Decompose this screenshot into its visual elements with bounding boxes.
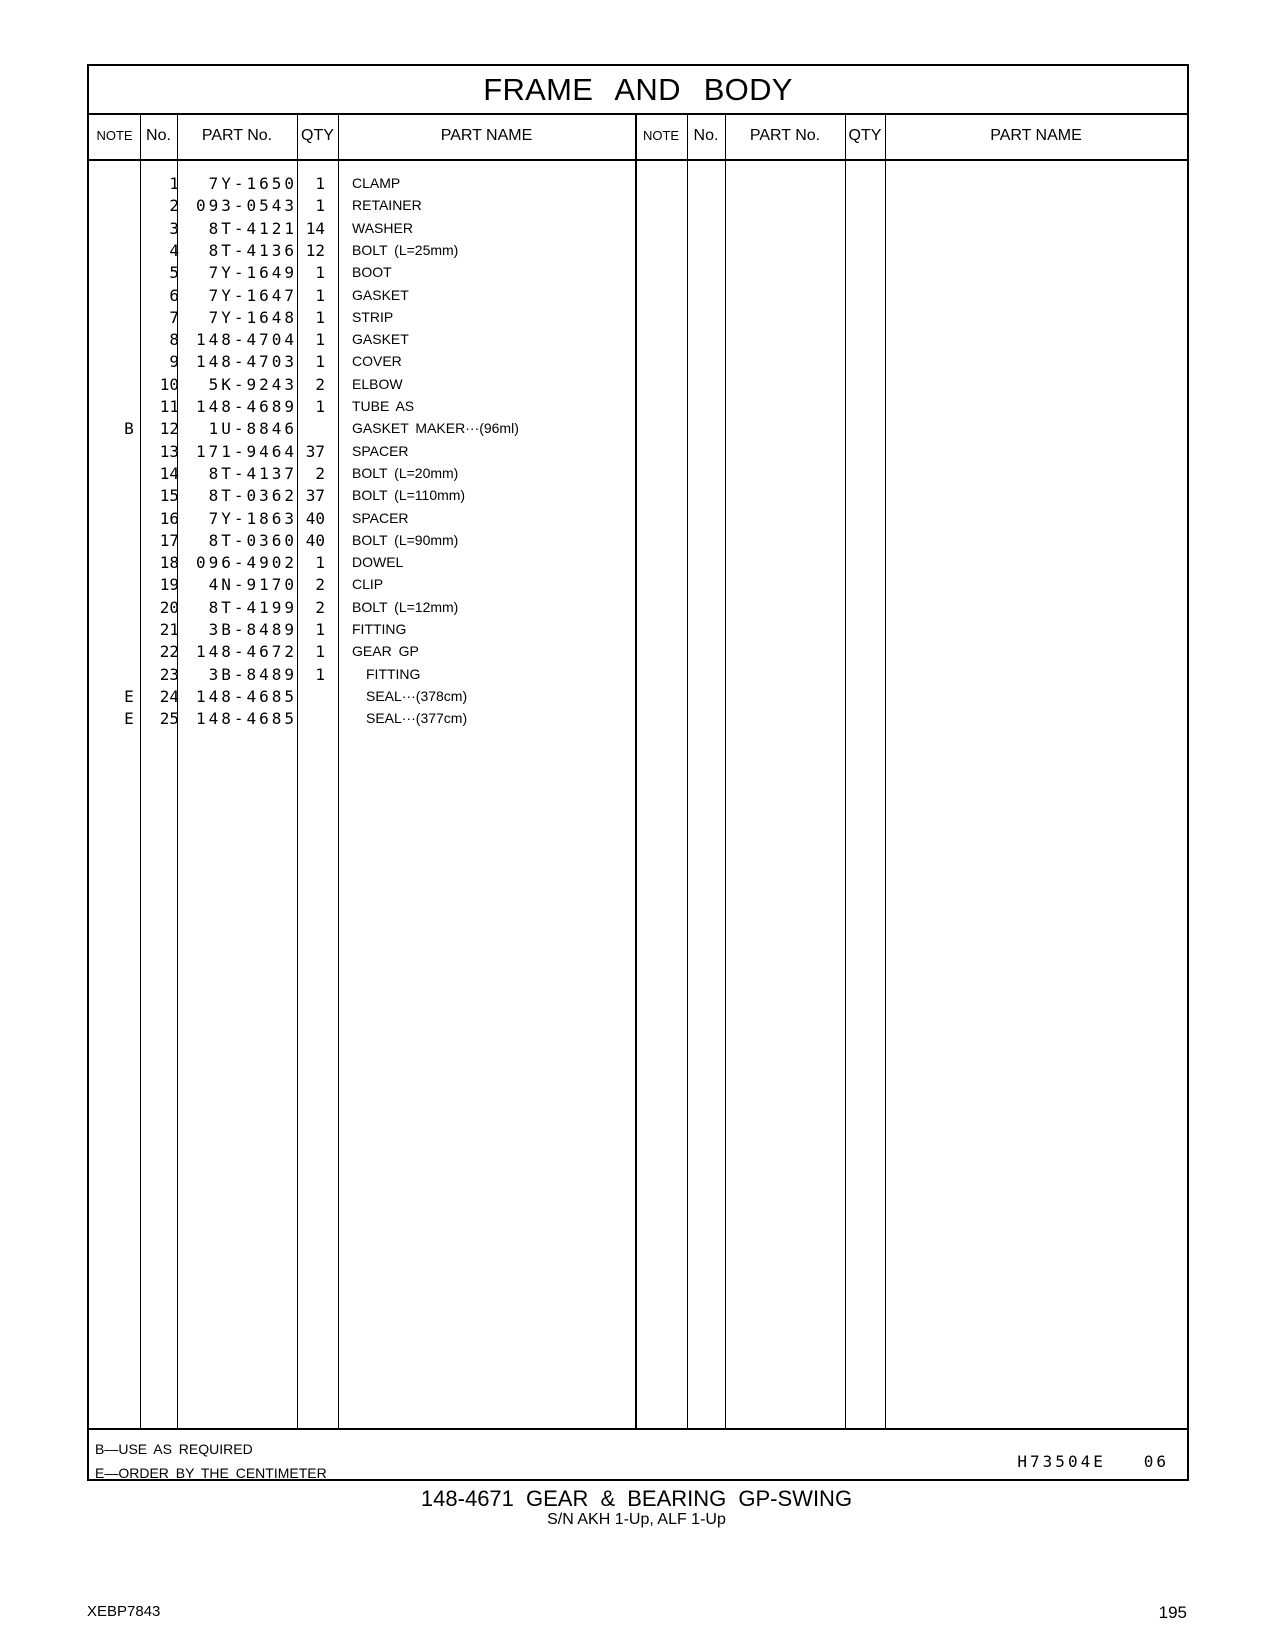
part-name-cell: BOLT (L=20mm) <box>352 464 459 481</box>
serial-range: S/N AKH 1-Up, ALF 1-Up <box>547 1511 726 1528</box>
part-name-cell: STRIP <box>352 308 394 325</box>
header-note-2: NOTE <box>642 128 680 143</box>
parts-table-frame <box>87 64 1189 1481</box>
illustration-code: H73504E 06 <box>1017 1452 1169 1471</box>
part-number-cell: 8T-4136 <box>208 240 297 260</box>
part-name-cell: BOLT (L=110mm) <box>352 487 466 504</box>
part-name-cell: ELBOW <box>352 375 403 392</box>
group-caption: 148-4671 GEAR & BEARING GP-SWING <box>420 1486 853 1511</box>
table-row <box>89 373 1187 396</box>
note-cell: B <box>124 419 134 439</box>
document-id: XEBP7843 <box>87 1603 161 1620</box>
item-number-cell: 25 <box>159 709 179 729</box>
part-name-cell: FITTING <box>352 621 407 637</box>
part-number-cell: 148-4689 <box>195 397 297 416</box>
item-number-cell: 14 <box>159 463 179 483</box>
table-row <box>89 417 1187 440</box>
item-number-cell: 3 <box>169 218 179 238</box>
table-row <box>89 484 1187 507</box>
table-row <box>89 573 1187 596</box>
quantity-cell: 2 <box>315 463 325 483</box>
part-number-cell: 171-9464 <box>195 441 297 461</box>
quantity-cell: 37 <box>305 441 325 461</box>
part-number-cell: 3B-8489 <box>208 620 297 639</box>
item-number-cell: 23 <box>159 664 179 684</box>
table-row <box>89 462 1187 485</box>
part-name-cell: SPACER <box>352 442 409 459</box>
section-title: FRAME AND BODY <box>89 66 1187 115</box>
part-number-cell: 7Y-1647 <box>208 285 297 305</box>
quantity-cell: 37 <box>305 486 325 506</box>
part-name-cell: CLAMP <box>352 175 401 191</box>
footer-divider <box>89 1428 1187 1430</box>
part-name-cell: GEAR GP <box>352 643 419 660</box>
table-row <box>89 172 1187 195</box>
table-row <box>89 640 1187 663</box>
quantity-cell: 1 <box>315 553 325 573</box>
part-number-cell: 7Y-1863 <box>208 508 297 528</box>
quantity-cell: 2 <box>315 374 325 394</box>
item-number-cell: 10 <box>159 374 179 394</box>
part-number-cell: 3B-8489 <box>208 664 297 684</box>
part-name-cell: RETAINER <box>352 197 422 214</box>
part-name-cell: SPACER <box>352 509 409 526</box>
quantity-cell: 1 <box>315 263 325 283</box>
header-note: NOTE <box>96 128 133 143</box>
table-row <box>89 284 1187 307</box>
part-name-cell: CLIP <box>352 576 384 593</box>
part-number-cell: 8T-0362 <box>208 486 297 506</box>
page-number: 195 <box>1158 1603 1187 1622</box>
quantity-cell: 2 <box>315 575 325 595</box>
table-row <box>89 551 1187 574</box>
part-name-cell: FITTING <box>366 665 421 682</box>
item-number-cell: 1 <box>169 174 179 193</box>
legend-e: E—ORDER BY THE CENTIMETER <box>95 1465 327 1481</box>
table-row <box>89 239 1187 262</box>
header-part-name: PART NAME <box>440 127 533 144</box>
part-number-cell: 8T-4137 <box>208 463 297 483</box>
note-cell: E <box>124 686 134 706</box>
quantity-cell: 40 <box>305 530 325 550</box>
part-number-cell: 7Y-1649 <box>208 263 297 283</box>
part-number-cell: 096-4902 <box>195 553 297 573</box>
table-row <box>89 306 1187 329</box>
part-name-cell: GASKET <box>352 331 409 348</box>
quantity-cell: 14 <box>305 218 325 238</box>
item-number-cell: 12 <box>159 419 179 439</box>
table-row <box>89 328 1187 351</box>
table-row <box>89 395 1187 418</box>
part-number-cell: 148-4672 <box>195 642 297 662</box>
quantity-cell: 1 <box>315 330 325 350</box>
item-number-cell: 9 <box>169 352 179 372</box>
part-number-cell: 5K-9243 <box>208 374 297 394</box>
part-name-cell: BOLT (L=12mm) <box>352 598 459 615</box>
part-name-cell: TUBE AS <box>352 398 415 414</box>
header-qty: QTY <box>301 127 334 144</box>
part-number-cell: 8T-0360 <box>208 530 297 550</box>
table-header-row <box>89 113 1187 161</box>
item-number-cell: 5 <box>169 263 179 283</box>
item-number-cell: 7 <box>169 307 179 327</box>
quantity-cell: 1 <box>315 196 325 216</box>
item-number-cell: 8 <box>169 330 179 350</box>
quantity-cell: 1 <box>315 664 325 684</box>
item-number-cell: 11 <box>159 397 179 416</box>
header-part-name-2: PART NAME <box>990 127 1082 144</box>
item-number-cell: 24 <box>159 686 179 706</box>
part-name-cell: DOWEL <box>352 554 404 571</box>
item-number-cell: 15 <box>159 486 179 506</box>
legend-b: B—USE AS REQUIRED <box>95 1441 253 1457</box>
quantity-cell: 12 <box>305 240 325 260</box>
part-name-cell: WASHER <box>352 219 413 236</box>
item-number-cell: 4 <box>169 240 179 260</box>
item-number-cell: 2 <box>169 196 179 216</box>
header-part-no: PART No. <box>201 127 273 144</box>
header-no: No. <box>146 127 171 144</box>
part-name-cell: GASKET MAKER···(96ml) <box>352 420 519 437</box>
table-row <box>89 529 1187 552</box>
item-number-cell: 22 <box>159 642 179 662</box>
quantity-cell: 1 <box>315 620 325 639</box>
table-row <box>89 618 1187 641</box>
part-number-cell: 1U-8846 <box>208 419 297 439</box>
part-name-cell: BOOT <box>352 264 392 281</box>
table-row <box>89 707 1187 730</box>
item-number-cell: 6 <box>169 285 179 305</box>
quantity-cell: 1 <box>315 285 325 305</box>
item-number-cell: 17 <box>159 530 179 550</box>
part-number-cell: 148-4703 <box>195 352 297 372</box>
part-number-cell: 093-0543 <box>195 196 297 216</box>
header-part-no-2: PART No. <box>749 127 821 144</box>
quantity-cell: 2 <box>315 597 325 617</box>
quantity-cell: 1 <box>315 174 325 193</box>
part-number-cell: 148-4704 <box>195 330 297 350</box>
table-row <box>89 217 1187 240</box>
part-name-cell: BOLT (L=90mm) <box>352 531 459 548</box>
table-row <box>89 663 1187 686</box>
note-cell: E <box>124 709 134 729</box>
quantity-cell: 1 <box>315 352 325 372</box>
item-number-cell: 18 <box>159 553 179 573</box>
part-number-cell: 148-4685 <box>195 709 297 729</box>
quantity-cell: 1 <box>315 307 325 327</box>
part-number-cell: 7Y-1650 <box>208 174 297 193</box>
part-number-cell: 8T-4121 <box>208 218 297 238</box>
part-number-cell: 4N-9170 <box>208 575 297 595</box>
item-number-cell: 19 <box>159 575 179 595</box>
part-number-cell: 148-4685 <box>195 686 297 706</box>
item-number-cell: 16 <box>159 508 179 528</box>
item-number-cell: 13 <box>159 441 179 461</box>
part-name-cell: COVER <box>352 353 402 370</box>
part-name-cell: SEAL···(378cm) <box>366 687 468 704</box>
quantity-cell: 1 <box>315 397 325 416</box>
table-row <box>89 194 1187 217</box>
table-row <box>89 596 1187 619</box>
part-name-cell: BOLT (L=25mm) <box>352 241 459 258</box>
item-number-cell: 20 <box>159 597 179 617</box>
table-row <box>89 261 1187 284</box>
table-row <box>89 507 1187 530</box>
part-number-cell: 8T-4199 <box>208 597 297 617</box>
header-no-2: No. <box>693 127 719 144</box>
item-number-cell: 21 <box>159 620 179 639</box>
quantity-cell: 1 <box>315 642 325 662</box>
part-number-cell: 7Y-1648 <box>208 307 297 327</box>
table-row <box>89 350 1187 373</box>
table-row <box>89 685 1187 708</box>
header-qty-2: QTY <box>848 127 882 144</box>
table-row <box>89 440 1187 463</box>
part-name-cell: SEAL···(377cm) <box>366 710 468 727</box>
part-name-cell: GASKET <box>352 286 409 303</box>
quantity-cell: 40 <box>305 508 325 528</box>
